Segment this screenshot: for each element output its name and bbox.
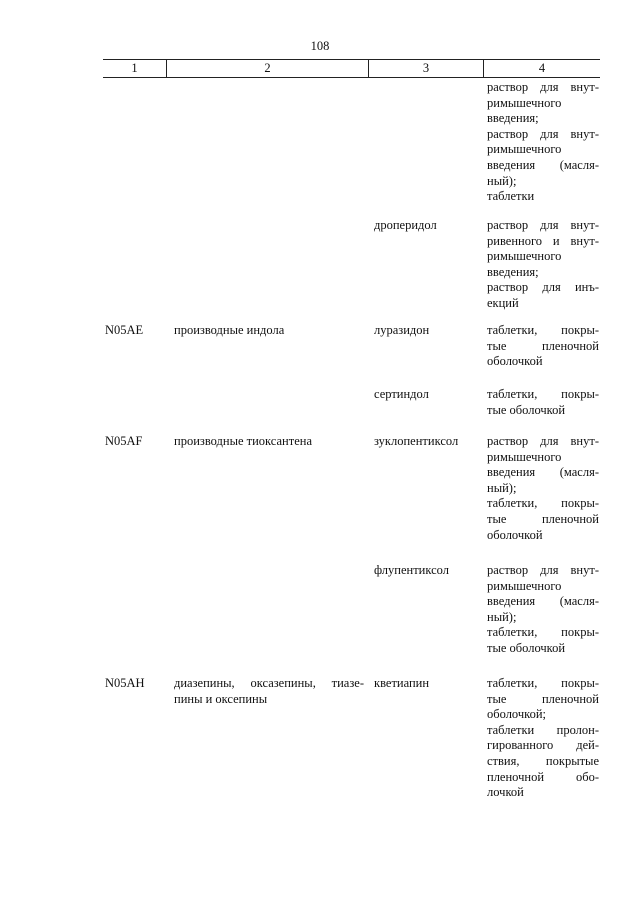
- dosage-form-line: раствор для внут-: [487, 434, 599, 448]
- drug-name: флупентиксол: [374, 563, 449, 577]
- dosage-form-line: ный);: [487, 480, 517, 495]
- dosage-form-line: таблетки, покры-: [487, 323, 599, 337]
- dosage-form-line: раствор для внут-: [487, 563, 599, 577]
- header-col-4: 4: [538, 61, 546, 75]
- group-name-line: диазепины, оксазепины, тиазе-: [174, 676, 364, 690]
- dosage-form-line: римышечного: [487, 249, 562, 264]
- table-header: [103, 59, 600, 78]
- dosage-form-line: екций: [487, 295, 519, 310]
- dosage-form-line: тые оболочкой: [487, 640, 566, 655]
- dosage-form-line: ствия, покрытые: [487, 753, 599, 768]
- page-number: 108: [310, 39, 330, 53]
- drug-name: зуклопентиксол: [374, 434, 459, 448]
- dosage-form-line: раствор для внут-: [487, 126, 599, 141]
- dosage-form-line: римышечного: [487, 449, 562, 464]
- dosage-form-line: тые пленочной: [487, 338, 599, 353]
- dosage-forms: [487, 80, 599, 205]
- group-name: производные тиоксантена: [174, 434, 312, 448]
- header-col-3: 3: [422, 61, 430, 75]
- atc-code: N05AF: [105, 434, 143, 448]
- dosage-forms: [487, 563, 599, 657]
- dosage-form-line: таблетки, покры-: [487, 676, 599, 690]
- dosage-form-line: тые пленочной: [487, 511, 599, 526]
- dosage-form-line: таблетки, покры-: [487, 625, 599, 640]
- dosage-form-line: таблетки, покры-: [487, 387, 599, 401]
- dosage-form-line: таблетки: [487, 189, 535, 204]
- drug-name: луразидон: [374, 323, 430, 337]
- dosage-forms: [487, 323, 599, 370]
- dosage-form-line: введения (масля-: [487, 157, 599, 172]
- dosage-form-line: оболочкой;: [487, 707, 546, 722]
- dosage-form-line: ный);: [487, 609, 517, 624]
- group-name-line: пины и оксепины: [174, 691, 268, 706]
- dosage-form-line: римышечного: [487, 578, 562, 593]
- dosage-form-line: оболочкой: [487, 527, 543, 542]
- atc-code: N05AH: [105, 676, 145, 690]
- dosage-form-line: пленочной обо-: [487, 769, 599, 784]
- dosage-form-line: введения (масля-: [487, 594, 599, 609]
- dosage-form-line: введения (масля-: [487, 465, 599, 480]
- dosage-form-line: раствор для внут-: [487, 218, 599, 232]
- dosage-form-line: римышечного: [487, 95, 562, 110]
- dosage-forms: [487, 676, 599, 801]
- dosage-form-line: введения;: [487, 264, 539, 279]
- dosage-form-line: гированного дей-: [487, 738, 599, 753]
- dosage-form-line: раствор для инъ-: [487, 280, 599, 295]
- dosage-form-line: ривенного и внут-: [487, 233, 599, 248]
- drug-name: дроперидол: [374, 218, 437, 232]
- dosage-form-line: введения;: [487, 111, 539, 126]
- dosage-form-line: тые пленочной: [487, 691, 599, 706]
- dosage-form-line: оболочкой: [487, 354, 543, 369]
- dosage-forms: [487, 218, 599, 312]
- drug-name: кветиапин: [374, 676, 430, 690]
- dosage-form-line: таблетки пролон-: [487, 722, 599, 737]
- dosage-forms: [487, 387, 599, 418]
- dosage-form-line: раствор для внут-: [487, 80, 599, 94]
- dosage-form-line: тые оболочкой: [487, 402, 566, 417]
- group-name: производные индола: [174, 323, 285, 337]
- header-col-2: 2: [264, 61, 271, 75]
- dosage-form-line: ный);: [487, 173, 517, 188]
- atc-code: N05AE: [105, 323, 144, 337]
- dosage-form-line: таблетки, покры-: [487, 496, 599, 511]
- group-name: [174, 676, 364, 707]
- dosage-forms: [487, 434, 599, 543]
- dosage-form-line: римышечного: [487, 142, 562, 157]
- drug-name: сертиндол: [374, 387, 429, 401]
- header-col-1: 1: [131, 61, 138, 75]
- dosage-form-line: лочкой: [487, 785, 524, 800]
